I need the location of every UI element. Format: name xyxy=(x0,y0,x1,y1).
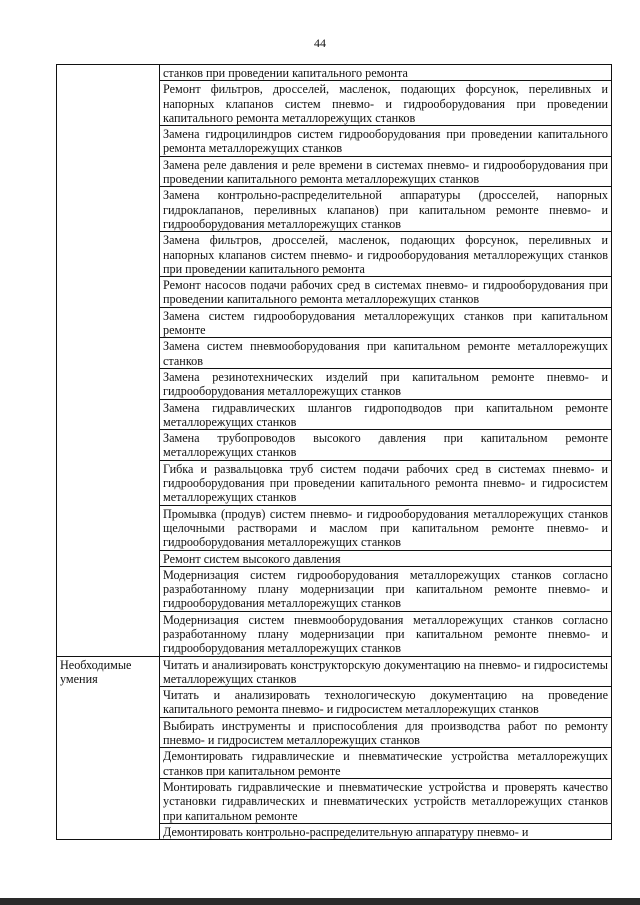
skill-cell: Демонтировать контрольно-распределительную аппаратуру пневмо- и xyxy=(160,823,612,839)
skill-cell: Демонтировать гидравлические и пневматические устройства металлорежущих станков при капитальном ремонте xyxy=(160,748,612,779)
scan-border xyxy=(0,898,640,905)
action-cell: Ремонт насосов подачи рабочих сред в системах пневмо- и гидрооборудования при проведении капитального ремонта металлорежущих станков xyxy=(160,277,612,308)
section-label-cell xyxy=(57,65,160,657)
competency-table xyxy=(56,64,612,840)
skill-cell: Читать и анализировать технологическую документацию на проведение капитального ремонта пневмо- и гидросистем металлорежущих станков xyxy=(160,687,612,718)
action-cell: Замена контрольно-распределительной аппаратуры (дросселей, напорных гидроклапанов, переливных клапанов) при капитальном ремонте пневмо- и гидрооборудования металлорежущих станков xyxy=(160,187,612,232)
skill-cell: Монтировать гидравлические и пневматические устройства и проверять качество установки гидравлических и пневматических устройств металлорежущих станков при капитальном ремонте xyxy=(160,778,612,823)
action-cell: Замена реле давления и реле времени в системах пневмо- и гидрооборудования при проведении капитального ремонта металлорежущих станков xyxy=(160,156,612,187)
action-cell: станков при проведении капитального ремонта xyxy=(160,65,612,81)
action-cell: Ремонт фильтров, дросселей, масленок, подающих форсунок, переливных и напорных клапанов систем пневмо- и гидрооборудования при проведении капитального ремонта металлорежущих станков xyxy=(160,81,612,126)
skill-cell: Читать и анализировать конструкторскую документацию на пневмо- и гидросистемы металлорежущих станков xyxy=(160,656,612,687)
skill-cell: Выбирать инструменты и приспособления для производства работ по ремонту пневмо- и гидросистем металлорежущих станков xyxy=(160,717,612,748)
action-cell: Замена гидроцилиндров систем гидрооборудования при проведении капитального ремонта металлорежущих станков xyxy=(160,126,612,157)
table-row xyxy=(57,65,612,81)
action-cell: Ремонт систем высокого давления xyxy=(160,550,612,566)
action-cell: Замена фильтров, дросселей, масленок, подающих форсунок, переливных и напорных клапанов систем пневмо- и гидрооборудования металлорежущих станков при проведении капитального ремонта xyxy=(160,232,612,277)
action-cell: Замена резинотехнических изделий при капитальном ремонте пневмо- и гидрооборудования металлорежущих станков xyxy=(160,368,612,399)
action-cell: Замена систем пневмооборудования при капитальном ремонте металлорежущих станков xyxy=(160,338,612,369)
table-row xyxy=(57,656,612,687)
action-cell: Модернизация систем пневмооборудования металлорежущих станков согласно разработанному плану модернизации при капитальном ремонте пневмо- и гидрооборудования металлорежущих станков xyxy=(160,611,612,656)
section-label-cell: Необходимые умения xyxy=(57,656,160,840)
page-number: 44 xyxy=(314,36,326,50)
action-cell: Замена гидравлических шлангов гидроподводов при капитальном ремонте металлорежущих станков xyxy=(160,399,612,430)
action-cell: Промывка (продув) систем пневмо- и гидрооборудования металлорежущих станков щелочными растворами и маслом при капитальном ремонте пневмо- и гидрооборудования металлорежущих станков xyxy=(160,505,612,550)
action-cell: Замена трубопроводов высокого давления при капитальном ремонте металлорежущих станков xyxy=(160,430,612,461)
action-cell: Замена систем гидрооборудования металлорежущих станков при капитальном ремонте xyxy=(160,307,612,338)
action-cell: Модернизация систем гидрооборудования металлорежущих станков согласно разработанному плану модернизации при капитальном ремонте пневмо- и гидрооборудования металлорежущих станков xyxy=(160,566,612,611)
action-cell: Гибка и развальцовка труб систем подачи рабочих сред в системах пневмо- и гидрооборудования при проведении капитального ремонта пневмо- и гидросистем металлорежущих станков xyxy=(160,460,612,505)
